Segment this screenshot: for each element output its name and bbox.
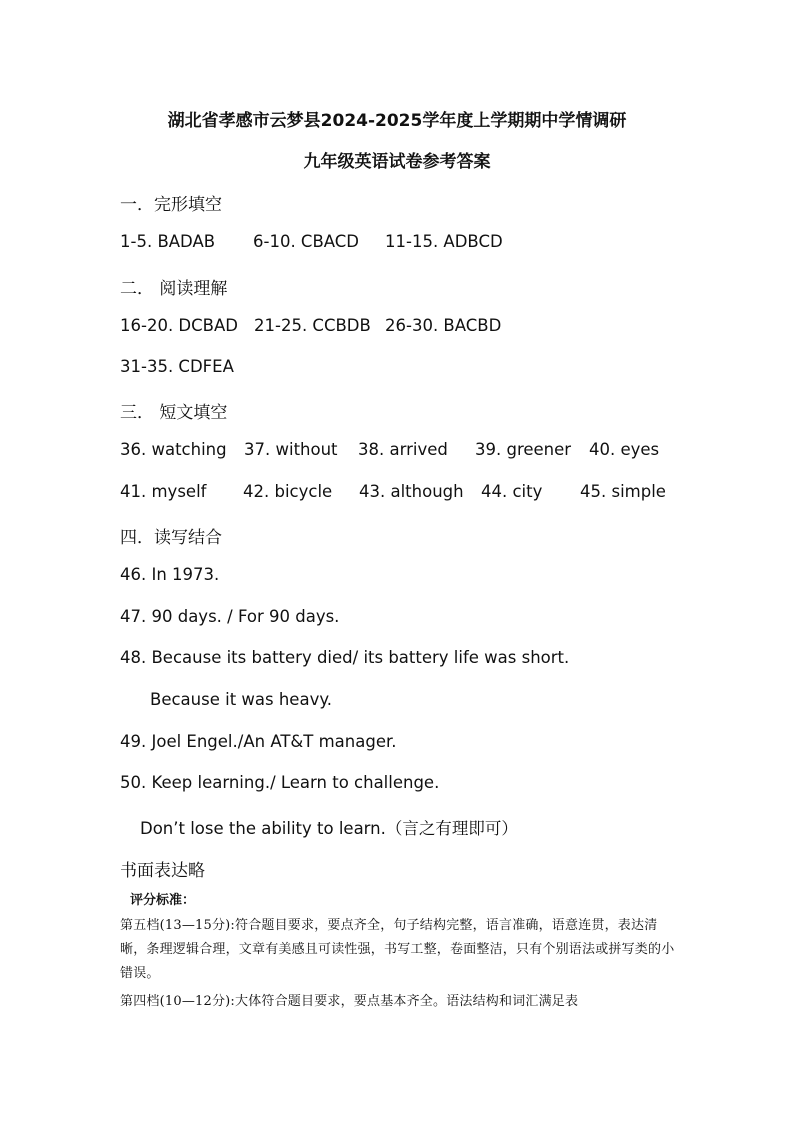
answer-item: 43. although [359, 482, 464, 501]
answer-48-alternative: Because it was heavy. [150, 690, 332, 709]
passage-fill-answers-row [120, 482, 666, 501]
answer-item: 37. without [244, 440, 338, 459]
answer-item: 45. simple [580, 482, 666, 501]
answer-item: 21-25. CCBDB [254, 316, 371, 335]
answer-item: 41. myself [120, 482, 207, 501]
answer-50: 50. Keep learning./ Learn to challenge. [120, 773, 440, 792]
answer-item: 38. arrived [358, 440, 448, 459]
grading-level-4: 第四档(10—12分):大体符合题目要求，要点基本齐全。语法结构和词汇满足表 [120, 994, 579, 1009]
passage-fill-answers-row [120, 440, 659, 459]
grading-standard-title: 评分标准： [130, 893, 196, 908]
answer-47: 47. 90 days. / For 90 days. [120, 607, 340, 626]
section-heading-passage-fill: 三． 短文填空 [120, 403, 228, 423]
document-title: 湖北省孝感市云梦县2024-2025学年度上学期期中学情调研 [167, 111, 627, 131]
answer-item: 36. watching [120, 440, 227, 459]
reading-answers-row [120, 357, 234, 376]
answer-item: 40. eyes [589, 440, 660, 459]
grading-level-5: 第五档(13—15分):符合题目要求，要点齐全，句子结构完整，语言准确，语意连贯，表达清晰，条理逻辑合理，文章有美感且可读性强，书写工整，卷面整洁，只有个别语法或拼写类的小错误。 [120, 918, 675, 981]
document-subtitle: 九年级英语试卷参考答案 [303, 152, 491, 172]
answer-item: 44. city [481, 482, 543, 501]
section-heading-cloze: 一．完形填空 [120, 195, 222, 215]
reading-answers-row [120, 316, 501, 335]
answer-item: 16-20. DCBAD [120, 316, 238, 335]
section-heading-writing: 书面表达略 [120, 861, 205, 881]
answer-50-alternative: Don’t lose the ability to learn.（言之有理即可） [140, 819, 518, 838]
answer-item: 42. bicycle [243, 482, 333, 501]
cloze-answers-row [120, 232, 503, 251]
answer-48: 48. Because its battery died/ its battery life was short. [120, 648, 570, 667]
answer-item: 6-10. CBACD [253, 232, 360, 251]
answer-item: 31-35. CDFEA [120, 357, 234, 376]
answer-item: 26-30. BACBD [385, 316, 502, 335]
answer-46: 46. In 1973. [120, 565, 220, 584]
answer-49: 49. Joel Engel./An AT&T manager. [120, 732, 397, 751]
section-heading-reading: 二． 阅读理解 [120, 279, 228, 299]
answer-item: 39. greener [475, 440, 572, 459]
answer-item: 11-15. ADBCD [385, 232, 503, 251]
answer-item: 1-5. BADAB [120, 232, 216, 251]
section-heading-read-write: 四．读写结合 [120, 528, 222, 548]
